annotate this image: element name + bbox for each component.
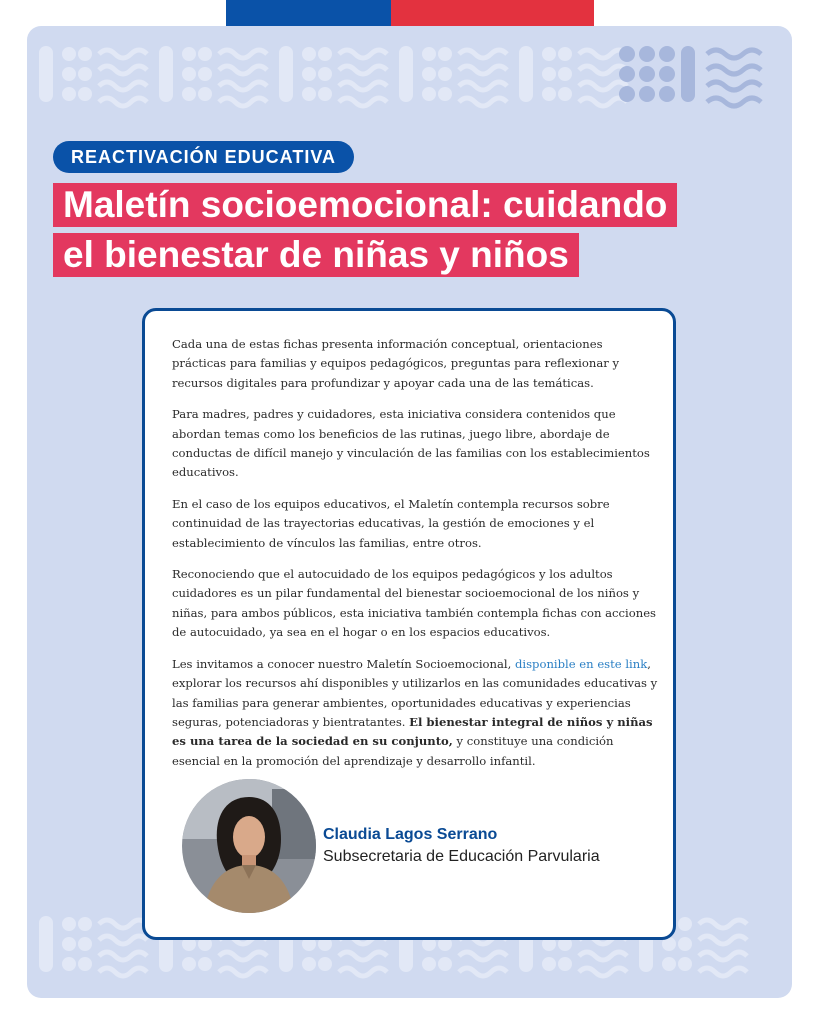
page-title [53,183,773,283]
paragraph-5-middle: , explorar los recursos ahí disponibles y utilizarlos en las comunidades educativas y las familias para generar ambientes, oportunidades educativas y experiencias seguras, potenciadoras y bientratantes. [172,656,658,729]
avatar [182,779,316,913]
signature-role: Subsecretaria de Educación Parvularia [323,848,600,865]
paragraph-5-emphasis: El bienestar integral de niños y niñas es una tarea de la sociedad en su conjunto, [172,714,653,749]
flag-stripe-red [391,0,594,27]
section-badge: REACTIVACIÓN EDUCATIVA [53,141,354,173]
paragraph-3: En el caso de los equipos educativos, el Maletín contempla recursos sobre continuidad de las trayectorias educativas, la gestión de emociones y el establecimiento de vínculos las familias, entre otros. [172,496,610,550]
portrait-photo [182,779,316,913]
paragraph-4: Reconociendo que el autocuidado de los equipos pedagógicos y los adultos cuidadores es un pilar fundamental del bienestar socioemocional de los niños y niñas, para ambos públicos, esta iniciativa también contempla fichas con acciones de autocuidado, ya sea en el hogar o en los espacios educativos. [172,567,657,640]
decorative-pattern-top [27,40,792,112]
paragraph-1: Cada una de estas fichas presenta información conceptual, orientaciones prácticas para familias y equipos pedagógicos, preguntas para reflexionar y recursos digitales para profundizar y apoyar cada una de las temáticas. [172,337,620,390]
title-line-1: Maletín socioemocional: cuidando [53,183,677,227]
title-line-2: el bienestar de niñas y niños [53,233,579,277]
maletin-link[interactable]: disponible en este link [514,656,648,671]
flag-stripe-blue [226,0,391,27]
content-card [142,308,676,940]
signature-name: Claudia Lagos Serrano [323,826,498,843]
paragraph-5-intro: Les invitamos a conocer nuestro Maletín Socioemocional, [172,656,515,671]
paragraph-5-end: y constituye una condición esencial en la promoción del aprendizaje y desarrollo infantil. [172,734,614,768]
article-body [172,335,658,783]
paragraph-5 [172,655,658,771]
paragraph-2: Para madres, padres y cuidadores, esta iniciativa considera contenidos que abordan temas como los beneficios de las rutinas, juego libre, abordaje de conductas de difícil manejo y vinculación de las familias con los establecimientos educativos. [172,407,650,480]
